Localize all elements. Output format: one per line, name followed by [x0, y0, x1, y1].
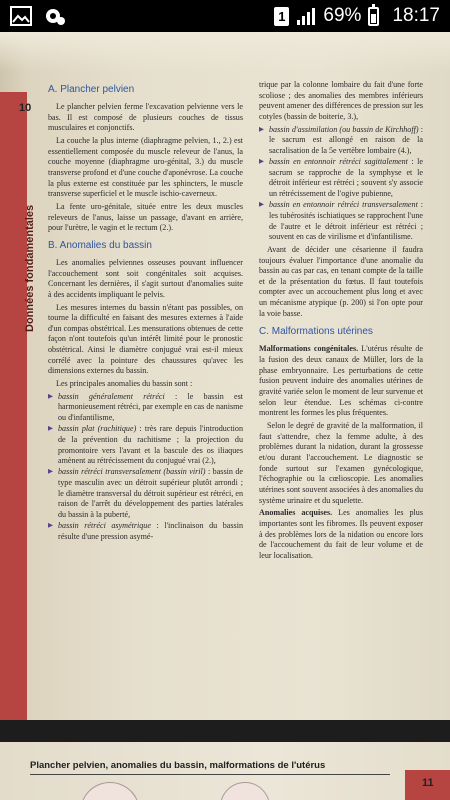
next-page — [0, 742, 450, 800]
paragraph-text: Les anomalies les plus importantes sont les fibromes. Ils peuvent exposer à des problèmes lors de la nidation ou encore lors de l'accouchement du fait de leur volume et de leur localisation. — [259, 508, 423, 560]
list-item — [48, 392, 243, 424]
battery-percent: 69% — [323, 5, 362, 26]
sync-settings-icon — [44, 5, 66, 27]
paragraph — [259, 344, 423, 419]
right-column — [259, 80, 423, 564]
paragraph: Les principales anomalies du bassin sont : — [56, 379, 193, 389]
item-text: : le bassin est harmonieusement rétréci, par exemple en cas de nanisme ou d'infantilisme, — [58, 391, 243, 423]
page-margin-bar — [0, 92, 27, 720]
paragraph: Avant de décider une césarienne il faudra toujours évaluer l'importance d'une anomalie du bassin au cas par cas, en tenant compte de la taille et de la présentation du fœtus. Il faut toutefois compter avec un accouchement plus long et avec un mécanisme atypique (p. 200) si l'on opte pour la voie basse. — [259, 244, 423, 318]
battery-icon — [368, 7, 379, 26]
item-text: : très rare depuis l'introduction de la prévention du rachitisme ; la projection du promontoire vers l'avant et la bascule des os iliaques amènent au rétrécissement du conjugué vrai (2.), — [58, 424, 243, 466]
item-text: : bassin de type masculin avec un détroit supérieur plutôt arrondi ; le diamètre transversal du détroit supérieur est rétréci, en raison de l'arrêt du développement des parties latérales du bassin à la puberté, — [58, 467, 244, 519]
heading-c: C. Malformations utérines — [259, 326, 373, 338]
heading-a: A. Plancher pelvien — [48, 84, 135, 95]
paragraph: trique par la colonne lombaire du fait d'une forte scoliose ; des anomalies des membres inférieurs peuvent amener des différences de pression sur les cotyles (bassin de boiterie, 3.), — [259, 80, 423, 121]
item-term: bassin en entonnoir rétréci sagittalement — [269, 157, 408, 167]
anomaly-list — [48, 392, 243, 543]
paragraph: Le plancher pelvien ferme l'excavation pelvienne vers le bas. Il est composé de plusieurs couches de tissus musculaires et conjonctifs. — [48, 102, 243, 133]
item-term: bassin rétréci asymétrique — [58, 521, 151, 531]
signal-icon — [296, 7, 316, 25]
paragraph: La fente uro-génitale, située entre les deux muscles releveurs de l'anus, laisse un passage, d'avant en arrière, pour l'urètre, le vagin et le rectum (2.). — [48, 201, 243, 233]
page-number: 10 — [19, 102, 32, 114]
item-term: bassin plat (rachitique) — [58, 424, 137, 434]
list-item — [259, 125, 423, 157]
paragraph-text: L'utérus résulte de la fusion des deux canaux de Müller, lors de la phase embryonnaire. Les perturbations de cette fusion peuvent induire des anomalies utérines de gravité variée selon le moment de leur survenue et selon leur étendue. Les schémas ci-contre montrent les formes les plus fréquentes. — [259, 344, 423, 418]
list-item — [259, 200, 423, 243]
illustration — [80, 782, 140, 800]
page-gap — [0, 720, 450, 742]
paragraph: Les anomalies pelviennes osseuses pouvant influencer l'accouchement sont soit congénitales soit acquises. Concernant les dernières, il s'agit surtout d'anomalies suite à des accidents impliquant le pelvis. — [48, 257, 243, 299]
next-page-number: 11 — [422, 777, 434, 789]
heading-b: B. Anomalies du bassin — [48, 239, 152, 251]
paragraph: Les mesures internes du bassin n'étant pas possibles, on tourne la difficulté en faisant des mesures externes à l'aide d'un compas obstétrical. Les mensurations obtenues de cette façon n'ont toutefois qu'un intérêt limité pour le pronostic obstétrical. Ainsi le diamètre conjugué vrai est-il mieux corrélé avec la pointure des chaussures qu'avec les dimensions externes du bassin. — [48, 302, 243, 376]
item-text: : l'inclinaison du bassin résulte d'une pression asymé- — [58, 521, 243, 541]
paragraph — [259, 508, 423, 561]
status-bar — [0, 0, 450, 32]
illustration — [220, 782, 270, 800]
title-rule — [30, 774, 390, 775]
list-item — [48, 467, 243, 520]
paragraph-lead: Malformations congénitales. — [259, 344, 359, 354]
item-term: bassin rétréci transversalement (bassin viril) — [58, 467, 206, 477]
page-shadow — [0, 32, 450, 72]
paragraph: La couche la plus interne (diaphragme pelvien, 1., 2.) est essentiellement composée du muscle releveur de l'anus, la couche moyenne (diaphragme uro-génital, 3.) du muscle transverse profond et d'une couche d'aponévrose. La couche la plus externe est constituée par les sphincters, le muscle transverse superficiel et le muscle ischio-caverneux. — [48, 135, 243, 199]
side-section-label: Données fondamentales — [24, 204, 36, 332]
item-text: : le sacrum est allongé en raison de la sacralisation de la 5e vertèbre lombaire (4.), — [269, 124, 423, 155]
list-item — [48, 521, 243, 542]
item-term: bassin d'assimilation (ou bassin de Kirchhoff) — [269, 124, 419, 134]
anomaly-list-continued — [259, 125, 423, 243]
paragraph-lead: Anomalies acquises. — [259, 508, 333, 518]
sim-indicator: 1 — [274, 7, 289, 26]
next-page-title: Plancher pelvien, anomalies du bassin, malformations de l'utérus — [30, 760, 326, 771]
book-page — [0, 32, 450, 720]
list-item — [259, 157, 423, 200]
paragraph: Selon le degré de gravité de la malformation, il faut s'attendre, chez la femme adulte, à des problèmes durant la nidation, durant la grossesse et/ou durant l'accouchement. Le diagnostic se fonde surtout sur l'examen gynécologique, l'échographie ou la cœlioscopie. Les anomalies utérines sont souvent associées à des anomalies du système urinaire et du squelette. — [259, 421, 423, 505]
gallery-icon — [10, 6, 32, 26]
clock: 18:17 — [392, 5, 440, 26]
list-item — [48, 424, 243, 467]
item-term: bassin en entonnoir rétréci transversalement — [269, 200, 418, 210]
item-term: bassin généralement rétréci — [58, 391, 165, 401]
item-text: : le sacrum se rapproche de la symphyse et le détroit inférieur est rétréci ; souvent s'y associe un rétrécissement de l'ogive pubienne, — [269, 157, 423, 199]
left-column — [48, 80, 243, 544]
item-text: : les tubérosités ischiatiques se rapprochent l'une de l'autre et le détroit inférieur est rétréci ; souvent en cas de virilisme et d'infantilisme. — [269, 200, 424, 242]
